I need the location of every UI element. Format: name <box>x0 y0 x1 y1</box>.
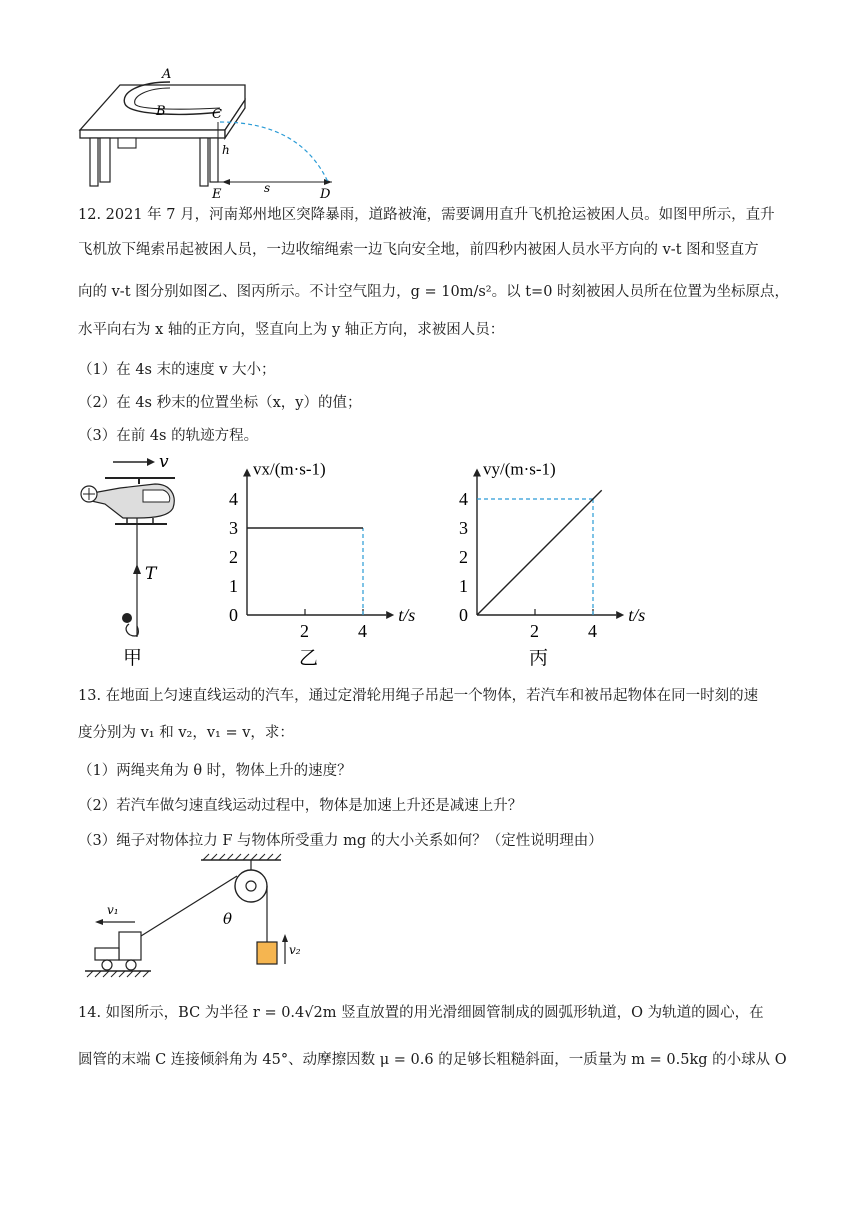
x-axis-arrow <box>616 611 624 619</box>
y-tick-label: 4 <box>459 489 468 509</box>
pulley-truck-figure <box>85 852 315 982</box>
theta-label: θ <box>223 910 233 928</box>
chart-vx-t <box>215 452 450 670</box>
label-C: C <box>212 107 222 122</box>
q12-line-4: 水平向右为 x 轴的正方向，竖直向上为 y 轴正方向，求被困人员： <box>78 322 505 338</box>
v-label: v <box>159 452 169 472</box>
q13-line-1: 13. 在地面上匀速直线运动的汽车，通过定滑轮用绳子吊起一个物体，若汽车和被吊起物体在同一时刻的速 <box>78 688 759 704</box>
label-h: h <box>222 143 230 157</box>
v2-label: v₂ <box>289 943 301 957</box>
y-tick-label: 1 <box>459 576 468 596</box>
q13-sub-2: （2）若汽车做匀速直线运动过程中，物体是加速上升还是减速上升？ <box>78 798 523 814</box>
y-tick-label: 2 <box>229 547 238 567</box>
caption-jia: 甲 <box>123 647 143 669</box>
x-tick-label: 4 <box>358 621 367 641</box>
hanging-block <box>257 942 277 964</box>
y-tick-label: 2 <box>459 547 468 567</box>
series-line <box>477 490 602 615</box>
chart-vy-t <box>445 452 685 670</box>
q12-line-1: 12. 2021 年 7 月，河南郑州地区突降暴雨，道路被淹，需要调用直升飞机抢运被困人员。如图甲所示，直升 <box>78 207 775 223</box>
v1-label: v₁ <box>107 903 119 917</box>
truck-icon <box>119 932 141 960</box>
y-axis-label: vy/(m·s-1) <box>483 459 556 479</box>
y-tick-label: 0 <box>459 605 468 625</box>
q14-line-1: 14. 如图所示，BC 为半径 r = 0.4√2m 竖直放置的用光滑细圆管制成的圆弧形轨道，O 为轨道的圆心，在 <box>78 1005 764 1021</box>
q13-sub-3: （3）绳子对物体拉力 F 与物体所受重力 mg 的大小关系如何？（定性说明理由） <box>78 833 603 849</box>
label-A: A <box>162 67 172 82</box>
y-axis-arrow <box>473 469 481 477</box>
q12-sub-1: （1）在 4s 末的速度 v 大小； <box>78 362 276 378</box>
helicopter-figure <box>75 452 195 670</box>
x-axis-label: t/s <box>398 605 416 625</box>
chart-caption: 丙 <box>529 647 549 669</box>
chart-caption: 乙 <box>299 647 319 669</box>
y-tick-label: 1 <box>229 576 238 596</box>
q12-line-2: 飞机放下绳索吊起被困人员，一边收缩绳索一边飞向安全地，前四秒内被困人员水平方向的 v-t 图和竖直方 <box>78 242 759 258</box>
x-tick-label: 2 <box>530 621 539 641</box>
label-E: E <box>212 187 222 200</box>
x-tick-label: 4 <box>588 621 597 641</box>
y-tick-label: 4 <box>229 489 238 509</box>
y-axis-label: vx/(m·s-1) <box>253 459 326 479</box>
T-label: T <box>145 564 157 584</box>
y-axis-arrow <box>243 469 251 477</box>
label-s: s <box>264 181 271 195</box>
q12-sub-3: （3）在前 4s 的轨迹方程。 <box>78 428 259 444</box>
label-B: B <box>156 104 166 119</box>
x-tick-label: 2 <box>300 621 309 641</box>
q12-line-3: 向的 v-t 图分别如图乙、图丙所示。不计空气阻力，g = 10m/s²。以 t=0 时刻被困人员所在位置为坐标原点， <box>78 284 790 300</box>
x-axis-arrow <box>386 611 394 619</box>
x-axis-label: t/s <box>628 605 646 625</box>
q14-line-2: 圆管的末端 C 连接倾斜角为 45°、动摩擦因数 μ = 0.6 的足够长粗糙斜面，一质量为 m = 0.5kg 的小球从 O <box>78 1052 787 1068</box>
y-tick-label: 3 <box>229 518 238 538</box>
y-tick-label: 3 <box>459 518 468 538</box>
q13-line-2: 度分别为 v₁ 和 v₂，v₁ = v，求： <box>78 725 294 741</box>
table-track-figure <box>70 60 360 200</box>
label-D: D <box>320 187 331 200</box>
q12-sub-2: （2）在 4s 秒末的位置坐标（x，y）的值； <box>78 395 362 411</box>
y-tick-label: 0 <box>229 605 238 625</box>
q13-sub-1: （1）两绳夹角为 θ 时，物体上升的速度？ <box>78 763 352 779</box>
